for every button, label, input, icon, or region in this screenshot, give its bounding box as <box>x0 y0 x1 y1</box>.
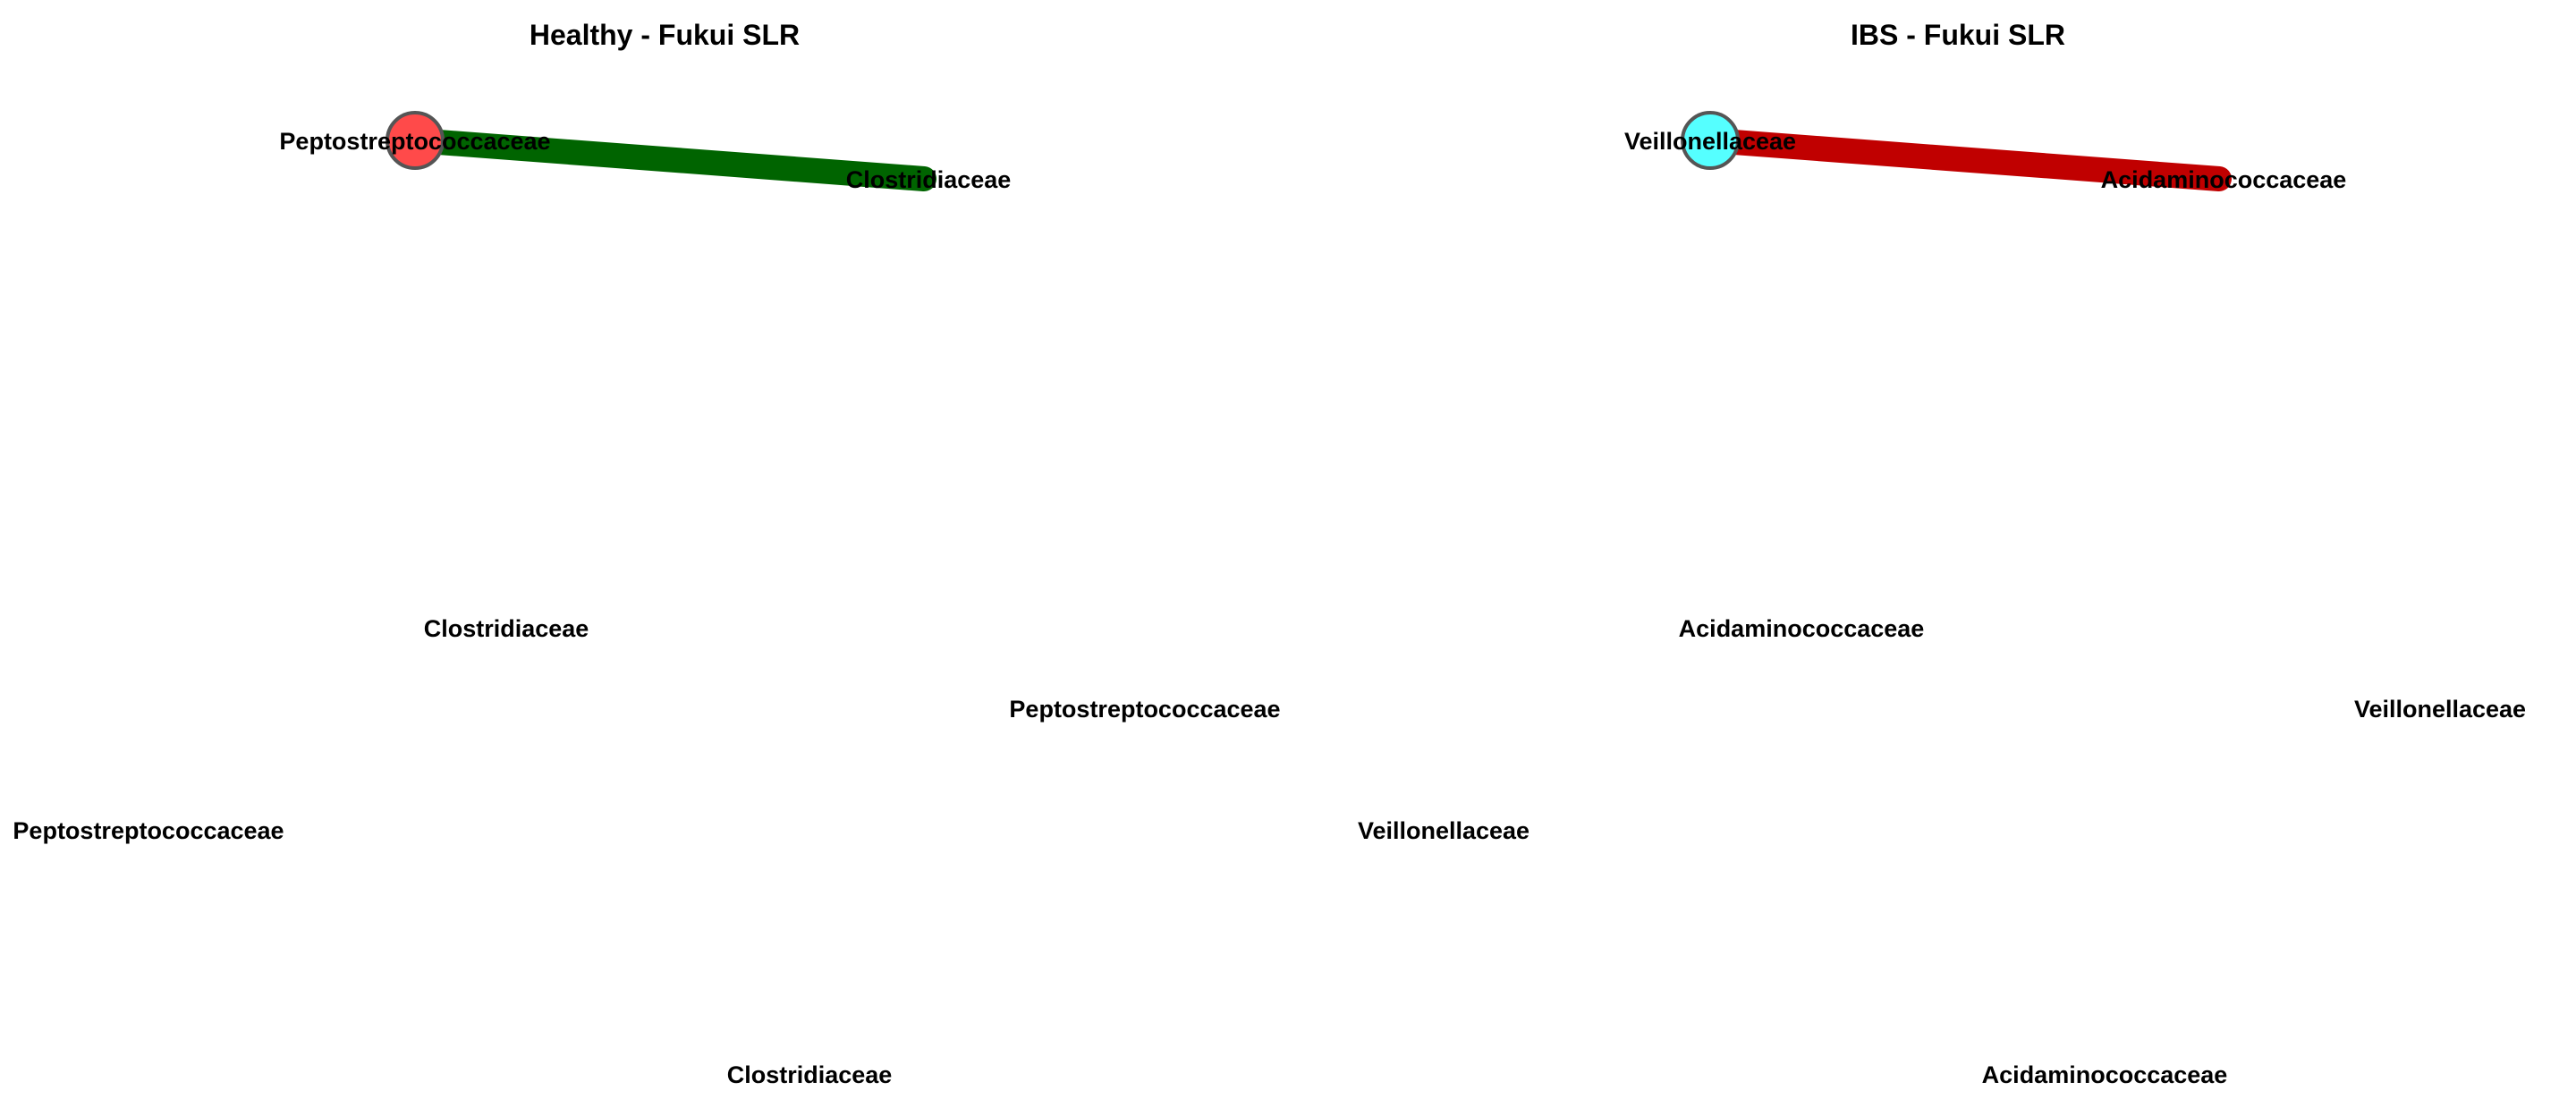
scattered-label: Acidaminococcaceae <box>1981 1061 2228 1088</box>
panel-title: Healthy - Fukui SLR <box>529 19 801 51</box>
scattered-label: Veillonellaceae <box>2353 696 2527 723</box>
panel-title: IBS - Fukui SLR <box>1851 19 2065 51</box>
scattered-label: Veillonellaceae <box>1357 817 1530 844</box>
scattered-label: Acidaminococcaceae <box>1678 615 1925 642</box>
scattered-label: Clostridiaceae <box>423 615 589 642</box>
node-label: Peptostreptococcaceae <box>279 128 551 155</box>
scattered-label: Peptostreptococcaceae <box>13 817 284 844</box>
panel-ibs <box>1358 19 2526 1088</box>
panel-healthy <box>13 19 1280 1088</box>
partner-label: Acidaminococcaceae <box>2100 166 2347 193</box>
partner-label: Clostridiaceae <box>845 166 1012 193</box>
node-label: Veillonellaceae <box>1623 128 1797 155</box>
scattered-label: Peptostreptococcaceae <box>1009 696 1281 723</box>
scattered-label: Clostridiaceae <box>726 1061 893 1088</box>
